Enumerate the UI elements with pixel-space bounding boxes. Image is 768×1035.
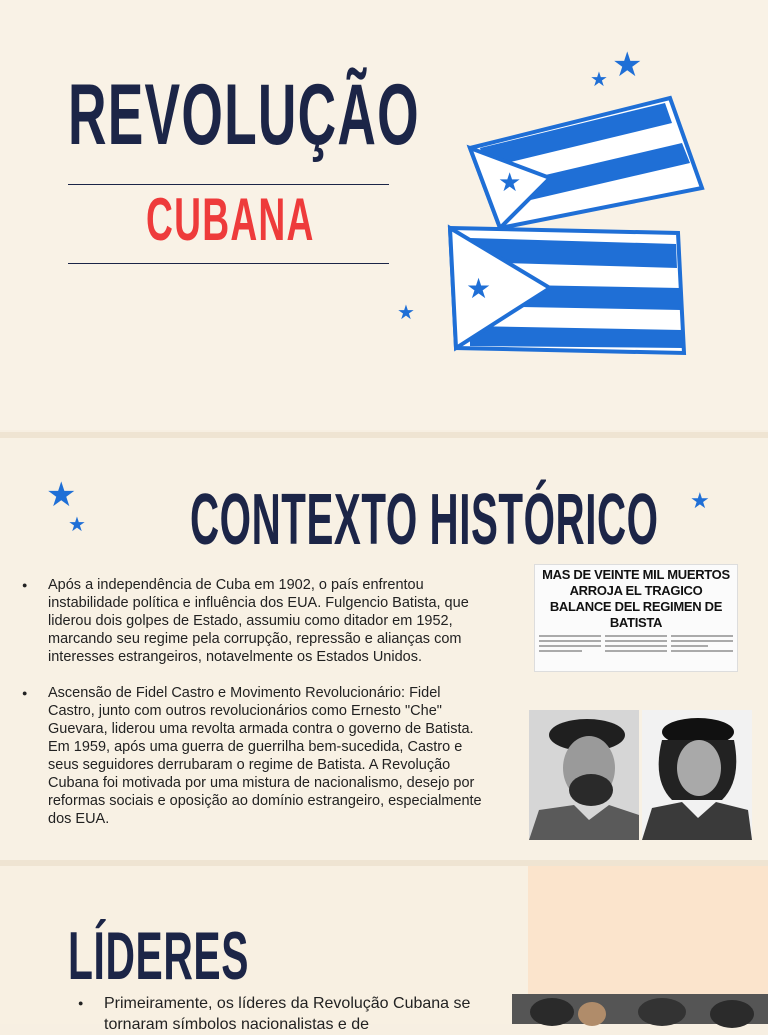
star-icon: ★ (68, 514, 86, 536)
star-icon: ★ (612, 46, 643, 84)
cover-subtitle: CUBANA (146, 186, 315, 253)
title-rule-top (68, 184, 389, 185)
newspaper-headline: MAS DE VEINTE MIL MUERTOS ARROJA EL TRAGICO BALANCE DEL REGIMEN DE BATISTA (542, 567, 730, 630)
leaders-bullet-list (76, 993, 496, 1035)
cuban-flag-illustration (440, 48, 720, 368)
list-item: ● Após a independência de Cuba em 1902, o país enfrentou instabilidade política e influência dos EUA. Fulgencio Batista, que liderou dois golpes de Estado, assumiu como ditador em 1952, marcando seu regime pela corrupção, repressão e alianças com interesses estrangeiros, notavelmente os Estados Unidos. (20, 576, 490, 666)
star-icon: ★ (590, 69, 608, 91)
list-item: ● Ascensão de Fidel Castro e Movimento Revolucionário: Fidel Castro, junto com outros revolucionários como Ernesto "Che" Guevara, liderou uma revolta armada contra o governo de Batista. Em 1959, após uma guerra de guerrilha bem-sucedida, Castro e seus seguidores derrubaram o regime de Batista. A Revolução Cubana foi motivada por uma mistura de nacionalismo, desejo por reformas sociais e oposição ao domínio estrangeiro, especialmente dos EUA. (20, 684, 490, 828)
leaders-group-photo (512, 994, 768, 1024)
fidel-castro-photo (529, 710, 639, 840)
newspaper-clipping-image (534, 564, 738, 672)
star-icon: ★ (46, 476, 77, 514)
cover-title: REVOLUÇÃO (68, 67, 420, 163)
che-guevara-photo (642, 710, 752, 840)
context-bullet-list (20, 576, 490, 828)
svg-text:★: ★ (498, 168, 522, 198)
star-icon: ★ (397, 302, 415, 324)
svg-text:★: ★ (466, 272, 492, 305)
leaders-heading: LÍDERES (68, 918, 250, 994)
list-item: ● Primeiramente, os líderes da Revolução Cubana se tornaram símbolos nacionalistas e de (76, 993, 496, 1035)
title-rule-bottom (68, 263, 389, 264)
star-icon: ★ (690, 488, 710, 513)
context-heading: CONTEXTO HISTÓRICO (190, 480, 659, 560)
newspaper-columns (535, 635, 737, 655)
